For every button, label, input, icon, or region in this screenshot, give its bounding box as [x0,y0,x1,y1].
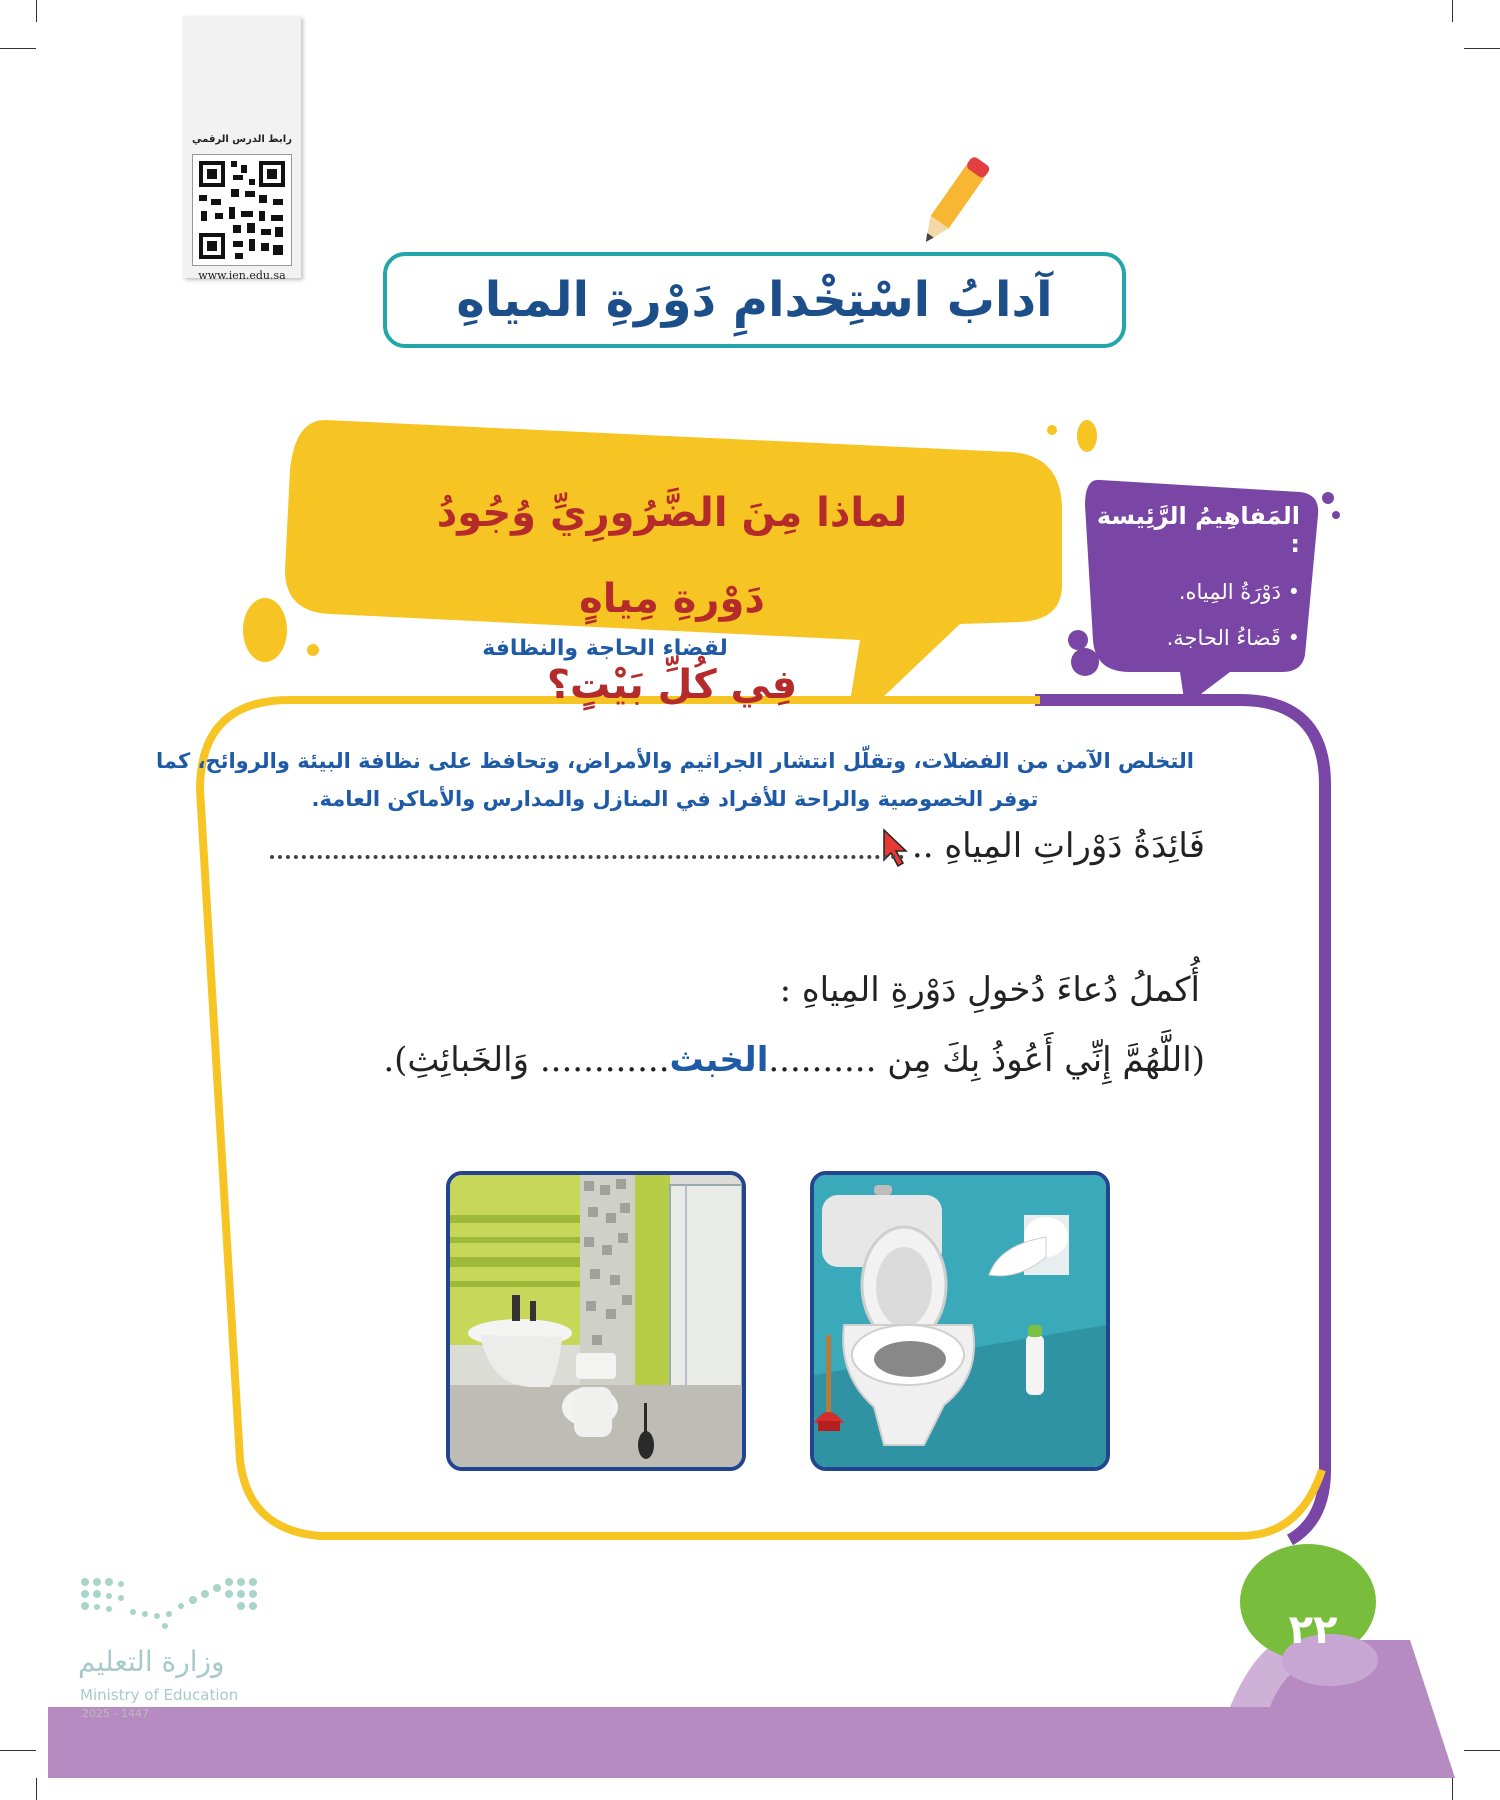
key-concepts-title: المَفاهِيمُ الرَّئِيسة : [1096,502,1300,558]
question-answer[interactable]: لقضاء الحاجة والنظافة [482,636,728,661]
question-line-1: لماذا مِنَ الضَّرُورِيِّ وُجُودُ دَوْرةِ مِياهٍ [436,490,908,622]
dua-instruction: أُكملُ دُعاءَ دُخولِ دَوْرةِ المِياهِ : [779,970,1200,1010]
key-concepts [1090,502,1300,650]
answer-line[interactable] [270,833,904,859]
toilet-illustration [810,1171,1110,1471]
concept-item: • قَضاءُ الحاجة. [1090,626,1300,650]
dua-blank[interactable]: ............ [539,1040,670,1080]
lesson-title: آدابُ اسْتِخْدامِ دَوْرةِ المياهِ [456,272,1053,328]
benefit-question [270,818,1205,874]
edition-year: 2025 - 1447 [82,1707,149,1720]
qr-code[interactable] [192,154,292,266]
lesson-title-box [383,252,1126,348]
concept-item: • دَوْرَةُ المِياه. [1090,580,1300,604]
dua-end: وَالخَبائِثِ). [383,1040,530,1080]
qr-label: رابط الدرس الرقمي [192,134,292,145]
ministry-logo-english: Ministry of Education [80,1686,239,1704]
dua-filled-answer[interactable]: الخبث [669,1040,769,1080]
bathroom-photo [446,1171,746,1471]
question-line-2: فِي كُلِّ بَيْتٍ؟ [546,662,798,708]
dua-start: (اللَّهُمَّ إِنِّي أَعُوذُ بِكَ مِن [887,1040,1205,1080]
page-number: ٢٢ [1288,1607,1338,1653]
ministry-logo-arabic: وزارة التعليم [78,1645,225,1678]
benefit-answer-text[interactable]: التخلص الآمن من الفضلات، وتقلّل انتشار الجراثيم والأمراض، وتحافظ على نظافة البيئة والروائح، كما توفر الخصوصية والراحة للأفراد في المنازل والمدارس والأماكن العامة. [156,749,1194,811]
question-text [392,470,952,728]
dua-blank[interactable]: .......... [768,1040,877,1080]
qr-url[interactable]: www.ien.edu.sa [198,269,286,282]
benefit-label: فَائِدَةُ دَوْراتِ المِياهِ .. [911,826,1205,866]
qr-card [183,16,301,282]
dua-sentence [270,1040,1205,1080]
